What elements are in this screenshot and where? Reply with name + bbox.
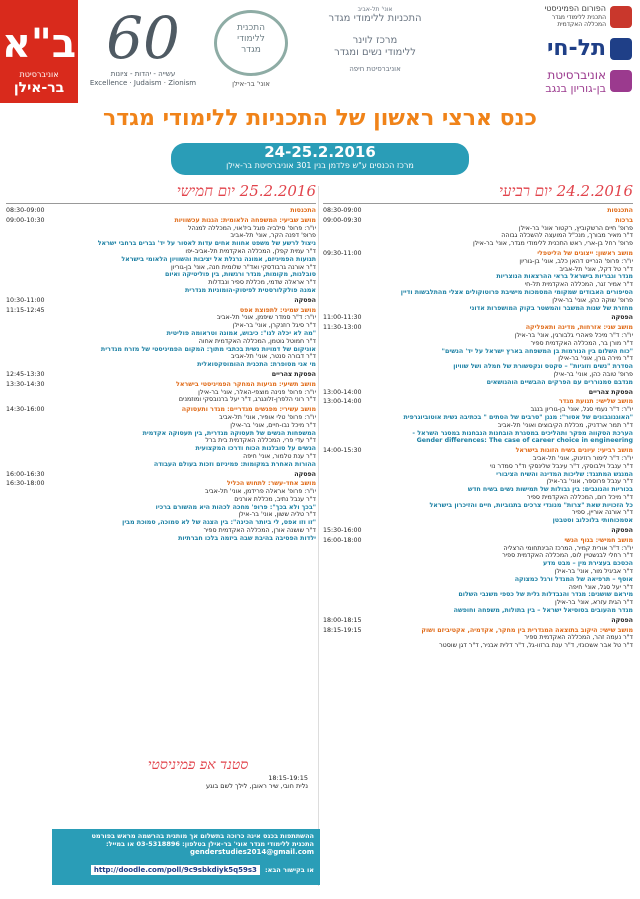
schedule-text: הפסקה xyxy=(611,616,633,624)
schedule-text: פרופ' רחל בן-ארי, ראש התכנית ללימודי מגדר, אוני' בר-אילן xyxy=(472,240,633,248)
talk-title: הנשים על סובלנות הכוח ודרכו המקצועית xyxy=(195,445,316,453)
schedule-time: 08:30-09:00 xyxy=(323,207,362,214)
schedule-row xyxy=(6,361,316,369)
mid-center2: ללימודי נשים ומגדר xyxy=(334,47,416,58)
schedule-row xyxy=(6,396,316,404)
logos-header xyxy=(0,0,640,103)
schedule-row xyxy=(6,371,316,379)
schedule-text: יו"ר: ד"ר מיכל פאהרי גלבורגין, אוני' בר-אילן xyxy=(514,331,633,339)
schedule-text: ד"ר אמיר זגר, המכללה האקדמית תל-חי xyxy=(524,281,633,289)
talk-title: המנגש המתנגד: שליכות המדינה והשיח הציבורי xyxy=(496,470,633,478)
session-title: מושב תשיעי: מגיעות המחקר הפמיניסטי בישראל xyxy=(176,380,316,388)
day1-schedule xyxy=(323,207,633,650)
talk-title: אוניקום של דמויות נשית בכתבי מתוך: המקום הפמיניסטי של מזרח מגדרית xyxy=(100,345,316,353)
schedule-row xyxy=(323,607,633,615)
schedule-time: 13:30-14:30 xyxy=(6,380,45,388)
schedule-row xyxy=(323,289,633,297)
session-title: מושב שישי: היקוב בתוצאה המגדרית בין מחקר, אקדמיה, אקטיביזם ושוק xyxy=(421,626,633,634)
schedule-row xyxy=(6,430,316,438)
schedule-row xyxy=(323,422,633,430)
schedule-row xyxy=(6,389,316,397)
schedule-row xyxy=(323,379,633,387)
schedule-time: 16:00-18:00 xyxy=(323,536,362,544)
barilan-line2: בר-אילן xyxy=(13,80,65,96)
schedule-row xyxy=(6,256,316,264)
schedule-time: 08:30-09:00 xyxy=(6,207,45,214)
schedule-text: פרופ' טובה כהן, אוני' בר-אילן xyxy=(553,370,633,378)
schedule-text: הפסקה xyxy=(294,470,316,478)
bgu-line2: בן-גוריון בנגב xyxy=(545,82,606,95)
schedule-row xyxy=(323,576,633,584)
schedule-row xyxy=(6,346,316,354)
schedule-row xyxy=(6,535,316,543)
program-line1: התכנית xyxy=(236,23,266,33)
schedule-row xyxy=(6,381,316,389)
schedule-row xyxy=(323,517,633,525)
registration-email[interactable]: genderstudies2014@gmail.com xyxy=(190,848,314,856)
forum-label: הפורום הפמיניסטי xyxy=(544,4,606,13)
schedule-text: ברכות xyxy=(615,216,633,224)
talk-title: "בכך ולא בכך": פרופ' מחכה לכהות היא מהשורם ברכיו xyxy=(155,503,316,511)
bgu-line1: אוניברסיטת xyxy=(547,68,606,82)
talk-title: כל הזכויות שאת "צרות" מנוגדי צרכים בתגוביות, חיים והזיכרון בישראל xyxy=(429,501,633,509)
schedule-row xyxy=(6,406,316,414)
schedule-row xyxy=(323,537,633,545)
talk-title: "מה לא יכלה לנו": כיבוש, אמונה וטראומה פוליטית xyxy=(166,329,316,337)
schedule-row xyxy=(323,478,633,486)
mid-center3: אוניברסיטת חיפה xyxy=(349,65,401,73)
schedule-row xyxy=(323,617,633,625)
schedule-row xyxy=(323,281,633,289)
talk-title: סובלנות, מקומות, מגדר ורגשות, בין פוליטיקה ואיום xyxy=(164,271,316,279)
schedule-text: יו"ר: פרופ' אראלה פרידמן, אוני' תל-אביב xyxy=(204,488,316,496)
schedule-row xyxy=(323,502,633,510)
schedule-row xyxy=(323,332,633,340)
telhai-icon xyxy=(610,38,632,60)
schedule-row xyxy=(6,504,316,512)
schedule-row xyxy=(6,471,316,479)
schedule-row xyxy=(323,509,633,517)
talk-title: "האוגנוגבונים של אסור": מנגן "סרבים של הסתים " בכתיבה נשית אוטוביוגרפית xyxy=(403,413,633,421)
schedule-row xyxy=(323,355,633,363)
schedule-row xyxy=(323,225,633,233)
barilan-logo xyxy=(0,0,78,103)
conference-title: כנס ארצי ראשון של התכניות ללימודי מגדר xyxy=(102,106,538,131)
schedule-text: ד"ר טליה ששון, אוני' בר-אילן xyxy=(238,511,316,519)
schedule-row xyxy=(323,545,633,553)
schedule-text: ד"ר אורנה גרבודסקי ואד"ר שלומית חנה, אוני' בן-גוריון xyxy=(171,263,316,271)
schedule-row xyxy=(6,217,316,225)
schedule-time: 11:15-12:45 xyxy=(6,306,45,314)
schedule-row xyxy=(323,430,633,438)
schedule-row xyxy=(323,591,633,599)
schedule-row xyxy=(6,297,316,305)
right-logos xyxy=(456,4,636,100)
schedule-row xyxy=(323,348,633,356)
schedule-text: יו"ר: ד"ר אורית קמיר, המרכז הבינתחומי הרצליה xyxy=(503,544,633,552)
schedule-text: ד"ר אביגיל מור, אוני' בר-אילן xyxy=(554,568,633,576)
schedule-row xyxy=(323,552,633,560)
schedule-row xyxy=(6,207,316,215)
schedule-text: יו"ר: ד"ר סמדר שיפמן, אוני' תל-אביב xyxy=(216,314,316,322)
schedule-row xyxy=(6,488,316,496)
schedule-time: 09:00-09:30 xyxy=(323,216,362,224)
schedule-text: התכנסות xyxy=(290,207,316,214)
schedule-text: ד"ר אורנה אוריין, ספיר xyxy=(571,509,633,517)
registration-line1: ההשתתפות בכנס אינה כרוכה בתשלום אך מותנית בהרשמה מראש בפורמט xyxy=(91,832,314,840)
mid-title: התכניות ללימודי מגדר xyxy=(328,13,422,24)
schedule-row xyxy=(323,266,633,274)
schedule-row xyxy=(6,461,316,469)
schedule-text: ד"ר ענבל פרוספר, אוני' בר-אילן xyxy=(546,478,633,486)
registration-box xyxy=(52,829,320,885)
schedule-time: 16:30-18:00 xyxy=(6,480,45,488)
sixty-number: 60 xyxy=(106,4,180,72)
schedule-time: 12:45-13:30 xyxy=(6,370,45,378)
conference-dates: 24-25.2.2016 xyxy=(264,143,376,161)
schedule-row xyxy=(6,279,316,287)
talk-title: מגדר וגבריות בישראל בראי ההרצאות הנוצריות xyxy=(496,273,633,281)
talk-title: אסמכוחותי בלוכלוב וסטבטן xyxy=(552,517,633,525)
schedule-row xyxy=(6,314,316,322)
schedule-row xyxy=(323,437,633,445)
schedule-row xyxy=(323,389,633,397)
session-title: מושב שני: אזרחות, מדינה ותאפליקה xyxy=(525,324,633,332)
schedule-row xyxy=(6,248,316,256)
schedule-text: התכנסות xyxy=(607,207,633,214)
program-line2: ללימודי xyxy=(237,34,265,44)
schedule-text: פרופ' שוקה כהן, אוני' בר-אילן xyxy=(552,296,633,304)
schedule-row xyxy=(323,406,633,414)
mid-center1: מרכז לוינר xyxy=(352,35,398,46)
schedule-row xyxy=(323,217,633,225)
schedule-row xyxy=(6,232,316,240)
schedule-row xyxy=(6,511,316,519)
talk-title: מגדר מהעובים בסוסיאל ישראל – בין בתולות, משפחה וחופשה xyxy=(453,607,633,615)
schedule-row xyxy=(323,455,633,463)
schedule-row xyxy=(6,338,316,346)
schedule-text: ד"ר מירה גורן, אוני' בר-אילן xyxy=(558,355,633,363)
schedule-row xyxy=(6,322,316,330)
schedule-text: ד"ר מאיר מבורך, מנכ"ל המועצה להשכלה גבוהה xyxy=(501,232,633,240)
talk-title: הסדרת "נשים וזוגיות" – סקטס ונקסשורת של חמלה ושל שוויון xyxy=(453,363,633,371)
column-divider xyxy=(318,186,319,886)
schedule-text: ד"ר נעמה זהר, המכללה האקדמית ספיר xyxy=(524,634,633,642)
schedule-row xyxy=(323,371,633,379)
schedule-row xyxy=(323,463,633,471)
registration-line3: או בקישור הבא: xyxy=(265,866,314,874)
schedule-text: ד"ר עמית קפלן, המכללה האקדמית תל-אביב-יפו xyxy=(185,247,316,255)
schedule-row xyxy=(6,330,316,338)
schedule-row xyxy=(6,453,316,461)
schedule-text: ד"ר רוני הלפרן-זלונגרג, ד"ר יעל ברנובסקי ומוזמנים xyxy=(178,396,316,404)
talk-title: אמנה פולקלורסטית לפיסוק-הומוניות מגדרית xyxy=(184,286,316,294)
telhai-label: תל-חי xyxy=(546,36,606,61)
schedule-time: 18:15-19:15 xyxy=(323,626,362,634)
registration-link[interactable]: http://doodle.com/poll/9c9sbkdiyk5q59s3 xyxy=(91,865,260,875)
program-circle xyxy=(214,10,288,76)
schedule-row xyxy=(6,445,316,453)
talk-title: מיראם שושנים: מגדר והנבדלות גלית של כספי משנבי השלום xyxy=(458,591,633,599)
schedule-text: ד"ר רחלי לבנשטיין לוס, המכללה האקדמית ספיר xyxy=(502,552,633,560)
schedule-text: ד"ר טל אבר אשכונזי, ד"ר ענת ברזוו-גל, ד"ר דלית אבניר, ד"ר דגן שוסטר xyxy=(439,642,633,650)
schedule-time: 10:30-11:00 xyxy=(6,296,45,304)
talk-title: "זו וזו אפס, לי ביותר הכינה": בין הצגה של לא סמוכה, סמוכת מבין xyxy=(122,519,316,527)
session-title: מושב שלישי: תנועת מגדר xyxy=(558,398,633,406)
schedule-row xyxy=(323,314,633,322)
schedule-time: 13:00-14:00 xyxy=(323,388,362,396)
schedule-text: ד"ר תמר ארדניק, מכללת הקיבוצים ואוני' תל-אביב xyxy=(497,421,633,429)
schedule-row xyxy=(6,271,316,279)
barilan-mark: ב"א xyxy=(1,21,77,67)
forum-icon xyxy=(610,6,632,28)
talk-title: אוסף – תרפיאה של המגדל ורגל כמצוקה xyxy=(514,575,633,583)
program-line3: מגדר xyxy=(241,45,261,55)
schedule-row xyxy=(6,496,316,504)
talk-title: מגדבם סמנוררים עם הפרקים ההבשיים הוהנושאים xyxy=(486,378,633,386)
day2-column xyxy=(6,182,316,543)
schedule-text: ד"ר מיכל נבו-חיים, אוני' בר-אילן xyxy=(230,421,316,429)
schedule-text: ד"ר מיכל רום, המכללה האקדמית ספיר xyxy=(527,493,633,501)
schedule-text: ד"ר יעל סגל, אוני' חיפה xyxy=(568,583,633,591)
middle-logos xyxy=(300,6,450,98)
session-title: מושב ראשון: ייצוגים של הליטפלי xyxy=(537,249,633,257)
schedule-row xyxy=(6,519,316,527)
schedule-row xyxy=(323,340,633,348)
talk-title: בכוריות והנוגבים: בין גבולות של תמישות נשים בשיח חדש xyxy=(467,486,633,494)
schedule-text: הפסקה xyxy=(611,314,633,322)
schedule-text: ד"ר דבורה סנטר, אוני' תל-אביב xyxy=(230,353,316,361)
schedule-row xyxy=(6,437,316,445)
schedule-row xyxy=(323,560,633,568)
schedule-row xyxy=(323,494,633,502)
schedule-row xyxy=(323,324,633,332)
closing-session xyxy=(88,757,308,790)
schedule-time: 09:30-11:00 xyxy=(323,249,362,257)
schedule-row xyxy=(323,363,633,371)
talk-title: המשפחות הנשים של תעסוקה מגדרית, בין תעסוקה אקדמית xyxy=(142,429,316,437)
day2-heading: 25.2.2016 יום חמישי xyxy=(6,182,316,204)
schedule-text: הפסקת צהריים xyxy=(271,370,316,378)
schedule-text: יו"ר: פרופ' טלי אופיר, אוני' תל-אביב xyxy=(219,413,316,421)
mid-small: אוני' תל-אביב xyxy=(357,6,393,13)
schedule-text: ד"ר טל דקל, אוני' תל-אביב xyxy=(559,265,633,273)
schedule-row xyxy=(323,250,633,258)
sixty-sub2: Excellence · Judaism · Zionism xyxy=(89,79,197,87)
session-title: מושב שמיני: לתפוצת אפס xyxy=(239,306,316,314)
schedule-time: 11:30-13:00 xyxy=(323,324,362,332)
schedule-row xyxy=(323,305,633,313)
conference-venue: מרכז הכנסים ע"ש פלדמן בנין 301 אוניברסיטת בר-אילן xyxy=(226,161,414,170)
talk-title: Gender differences: The case of career choice in engineering xyxy=(416,437,633,445)
day1-heading: 24.2.2016 יום רביעי xyxy=(323,182,633,204)
schedule-text: הפסקה xyxy=(611,527,633,535)
schedule-text: ד"ר שושנה אורן, המכללה האקדמית ספיר xyxy=(203,527,316,535)
program-sub: אוני' בר-אילן xyxy=(232,80,270,88)
schedule-time: 13:00-14:00 xyxy=(323,398,362,406)
schedule-row xyxy=(323,240,633,248)
schedule-row xyxy=(6,353,316,361)
day1-column xyxy=(323,182,633,650)
schedule-row xyxy=(323,207,633,215)
schedule-time: 16:00-16:30 xyxy=(6,470,45,478)
day2-schedule xyxy=(6,207,316,543)
schedule-row xyxy=(323,258,633,266)
sixty-years-logo xyxy=(88,6,198,98)
session-title: מושב רביעי: עיונים בשיח הזוגות בישראל xyxy=(515,447,633,455)
session-title: מושב שביעי: המשפחה הלאומית: הגנות עכשוויות xyxy=(174,216,316,224)
schedule-time: 14:30-16:00 xyxy=(6,406,45,414)
forum-sub: התכנית ללימודי מגדר xyxy=(551,14,606,21)
schedule-text: יו"ר: ד"ר לימור רוזינוק, אוני' תל-אביב xyxy=(532,454,633,462)
schedule-row xyxy=(6,422,316,430)
schedule-row xyxy=(323,232,633,240)
schedule-time: 15:30-16:00 xyxy=(323,527,362,535)
schedule-row xyxy=(6,225,316,233)
schedule-text: ד"ר חמוטל גוטמן, המכללה האקדמית אחוה xyxy=(198,337,316,345)
schedule-text: ד"ר עדי פרי, המכללה האקדמית בית ברל xyxy=(205,437,316,445)
schedule-text: יו"ר: פרופ' פנינה מוצפי-האלר, אוני' בר-אילן xyxy=(198,388,316,396)
schedule-text: הפסקת צהריים xyxy=(588,388,633,396)
schedule-row xyxy=(6,307,316,315)
session-title: מושב חמישי: בגוף הנשי xyxy=(564,536,633,544)
mta-label: המכללה האקדמית xyxy=(557,21,606,28)
schedule-row xyxy=(323,414,633,422)
schedule-text: ד"ר ענבל וילבוסקי, ד"ר עינבל שלינסקי וד"ר סמדר נוי xyxy=(489,462,633,470)
talk-title: הערכת הסקווה מפקר ותהליכים במסגרת הובחנות הנבחנות במסגר השראל - xyxy=(412,429,633,437)
closing-heading: סטנד אפ פמיניסטי xyxy=(147,757,249,773)
gender-program-logo xyxy=(208,10,294,98)
schedule-row xyxy=(323,634,633,642)
talk-title: "כוח השלום בין הנורמות בן המשפחה בארץ ישראל על יד' הנשים" xyxy=(441,347,633,355)
schedule-text: ד"ר ענת טלמור, אוני' חיפה xyxy=(243,452,316,460)
bgu-icon xyxy=(610,70,632,92)
schedule-text: פרופ' חיים הרשקוביץ, רקטור אוני' בר-אילן xyxy=(518,224,633,232)
schedule-row xyxy=(323,486,633,494)
schedule-row xyxy=(6,240,316,248)
schedule-row xyxy=(6,527,316,535)
schedule-row xyxy=(323,627,633,635)
schedule-row xyxy=(323,398,633,406)
talk-title: הכסכם בעצירת מין – מבט מדע xyxy=(542,560,633,568)
schedule-row xyxy=(6,264,316,272)
talk-title: ההורות האחרת במקומות: פמיניזם וזכות בעולם העבודה xyxy=(153,460,316,468)
dates-band xyxy=(171,143,469,175)
session-title: מושב אחד-עשר: לתחוש הכליל xyxy=(226,480,316,488)
schedule-time: 11:00-11:30 xyxy=(323,314,362,322)
schedule-row xyxy=(323,568,633,576)
talk-title: ניצול לרשע של משפט אחוות אחים עדות לאסור על יד' גברים ברחבי ישראל xyxy=(97,240,316,248)
talk-title: מי אני מסופרת: התכנית ההומוסקסואלית xyxy=(197,361,316,369)
talk-title: הסיפורים האבודים שמקומי המסמכות מישיבת פרוטוקולים אצלי מהתלבשות ודיין xyxy=(400,288,633,296)
schedule-time: 18:00-18:15 xyxy=(323,616,362,624)
schedule-text: יו"ר: פרופ' הנרייט דהאן כלב, אוני' בן-גוריון xyxy=(519,257,633,265)
schedule-text: ד"ר ענבל נתיב, מכללת אורנים xyxy=(234,495,316,503)
registration-line2: התכנית ללימודי מגדר אוני' בר-אילן בטלפון: 03-5318896 או במייל: xyxy=(105,840,314,848)
schedule-time: 09:00-10:30 xyxy=(6,216,45,224)
schedule-text: פרופ' דפנה הקר, אוני' תל-אביב xyxy=(230,232,316,240)
session-title: מושב עשירי: מפגשים מגדריים: מגדר ותעסוקה xyxy=(181,406,316,414)
schedule-text: ד"ר אראלה שדמי, מכללת ספיר ונבדלות xyxy=(208,279,316,287)
schedule-row xyxy=(323,273,633,281)
talk-title: ילדות הפסיבה בהיבת שבה ביזמה בלכו חברתיות xyxy=(178,534,316,542)
schedule-text: הפסקה xyxy=(294,296,316,304)
barilan-line1: אוניברסיטת xyxy=(19,70,59,79)
schedule-row xyxy=(323,471,633,479)
closing-time: 18:15-19:15 xyxy=(268,774,308,782)
schedule-row xyxy=(323,584,633,592)
talk-title: תנועות הפמיניזם, אמונה נרגלת אל יציבות והשוויון הלאומי בישראל xyxy=(121,255,316,263)
schedule-row xyxy=(6,287,316,295)
schedule-row xyxy=(6,414,316,422)
schedule-row xyxy=(323,642,633,650)
schedule-time: 14:00-15:30 xyxy=(323,447,362,455)
schedule-text: יו"ר: פרופ' סילביה פוגל ביז'אוי, המכללה למנהל xyxy=(188,224,316,232)
schedule-row xyxy=(323,599,633,607)
sixty-sub1: עשייה - יהדות - ציונות xyxy=(110,70,176,78)
schedule-row xyxy=(323,297,633,305)
schedule-text: ד"ר הגית עזרא, אוני' בר-אילן xyxy=(554,599,633,607)
schedule-text: ד"ר מורן בר, המכללה האקדמית ספיר xyxy=(530,339,633,347)
schedule-row xyxy=(323,447,633,455)
schedule-row xyxy=(6,480,316,488)
schedule-row xyxy=(323,527,633,535)
talk-title: מחזרת של שנות המשבר והמשטר בקוק המושפרות אדוני xyxy=(469,304,633,312)
schedule-text: יו"ר: ד"ר נעמי סגל, אוני' בן-גוריון בנגב xyxy=(530,406,633,414)
schedule-text: ד"ר סיגל רוזנקרן, אוני' בר-אילן xyxy=(232,322,316,330)
closing-performers: נלית חובי, שיר ראובן, לילך לשם בוגע xyxy=(205,782,308,790)
